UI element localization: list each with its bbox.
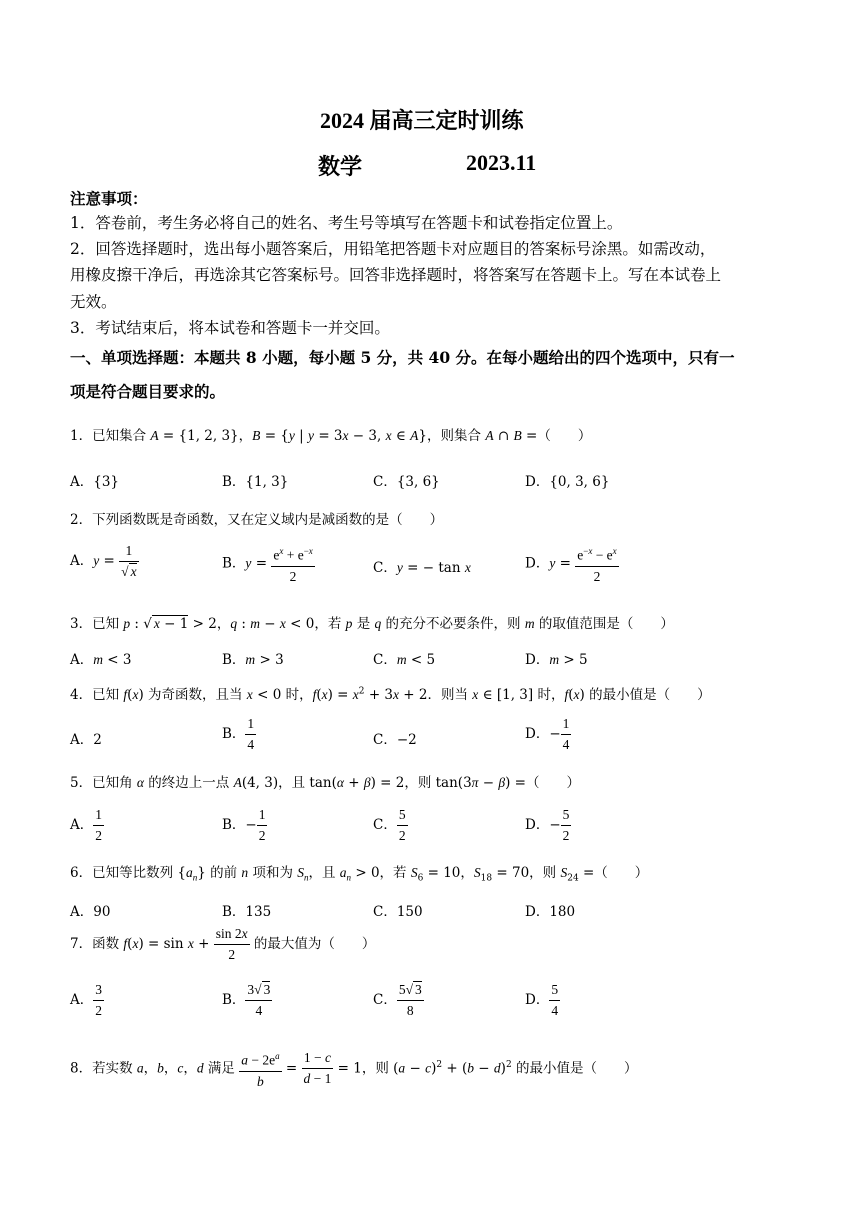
q5-option-b[interactable]: B．− $\frac{1}{2}$ (222, 807, 266, 843)
q3-option-d[interactable]: D．m > 5 (525, 652, 588, 668)
q1-option-b[interactable]: B．{1, 3} (222, 474, 289, 490)
q6-option-d[interactable]: D．180 (525, 904, 576, 920)
section-heading: 一、单项选择题：本题共 8 小题，每小题 5 分，共 40 分。在每小题给出的四个选项中，只有一 (70, 348, 735, 367)
q4-option-c[interactable]: C．−2 (373, 732, 417, 748)
notes-heading: 注意事项： (70, 189, 148, 208)
question-4: 4．已知 f(x) 为奇函数，且当 x < 0 时，$f(x) = x^2 + 3x + 2$．则当 x ∈ [1, 3] 时，f(x) 的最小值是（ ） (70, 686, 711, 703)
exam-title: 2024 届高三定时训练 (320, 108, 524, 133)
q5-option-a[interactable]: A． $\frac{1}{2}$ (70, 807, 102, 843)
note-line: 2．回答选择题时，选出每小题答案后，用铅笔把答题卡对应题目的答案标号涂黑。如需改动， (70, 240, 716, 258)
q6-option-c[interactable]: C．150 (373, 904, 423, 920)
q7-option-d[interactable]: D． $\frac{5}{4}$ (525, 982, 559, 1018)
question-1: 1．已知集合 A = {1, 2, 3}，B = {y | y = 3x − 3, x ∈ A}，则集合 A ∩ B =（ ） (70, 428, 592, 444)
q2-option-a[interactable]: A．y = $\frac{1}{√ x}$ (70, 543, 137, 579)
q7-option-a[interactable]: A． $\frac{3}{2}$ (70, 982, 102, 1018)
note-line: 3．考试结束后，将本试卷和答题卡一并交回。 (70, 319, 390, 337)
q2-option-c[interactable]: C．y = − tan x (373, 560, 471, 576)
q6-option-a[interactable]: A．90 (70, 904, 111, 920)
section-heading-cont: 项是符合题目要求的。 (70, 382, 226, 401)
q1-option-d[interactable]: D．{0, 3, 6} (525, 474, 610, 490)
q7-option-c[interactable]: C． $\frac{5√ 3}{8}$ (373, 982, 422, 1018)
q1-option-a[interactable]: A．{3} (70, 474, 120, 490)
exam-subject: 数学 (318, 154, 363, 179)
question-2: 2．下列函数既是奇函数，又在定义域内是减函数的是（ ） (70, 512, 444, 528)
q4-option-b[interactable]: B． $\frac{1}{4}$ (222, 716, 255, 752)
q7-option-b[interactable]: B． $\frac{3√ 3}{4}$ (222, 982, 271, 1018)
q3-option-a[interactable]: A．m < 3 (70, 652, 132, 668)
q6-option-b[interactable]: B．135 (222, 904, 272, 920)
question-6: 6．已知等比数列 $\{a_n\}$ 的前 n 项和为 $S_n$，且 $a_n > 0$，若 $S_6 = 10$，$S_{18} = 70$，则 $S_{24}$ =（ ） (70, 865, 649, 884)
q5-option-d[interactable]: D．− $\frac{5}{2}$ (525, 807, 570, 843)
question-8: 8．若实数 a，b，c，d 满足 $\frac{a - 2e^a}{b}$ = $\frac{1 - c}{d - 1}$ = 1，则 $(a - c)^2 + (b - d)^2$ 的最小值是（ ） (70, 1046, 637, 1092)
exam-date: 2023.11 (466, 150, 537, 175)
q3-option-c[interactable]: C．m < 5 (373, 652, 436, 668)
question-7: 7．函数 f(x) = sin x + $\frac{\sin 2x}{2}$ 的最大值为（ ） (70, 926, 376, 962)
note-line: 无效。 (70, 293, 117, 311)
question-5: 5．已知角 α 的终边上一点 A(4, 3)，且 tan(α + β) = 2，则 tan(3π − β) =（ ） (70, 775, 580, 791)
note-line: 用橡皮擦干净后，再选涂其它答案标号。回答非选择题时，将答案写在答题卡上。写在本试卷上 (70, 266, 722, 284)
q5-option-c[interactable]: C． $\frac{5}{2}$ (373, 807, 406, 843)
q2-option-d[interactable]: D．y = $\frac{e^{-x} - e^x}{2}$ (525, 541, 619, 587)
q1-option-c[interactable]: C．{3, 6} (373, 474, 440, 490)
q3-option-b[interactable]: B．m > 3 (222, 652, 284, 668)
q4-option-d[interactable]: D．− $\frac{1}{4}$ (525, 716, 570, 752)
q4-option-a[interactable]: A．2 (70, 732, 102, 748)
q2-option-b[interactable]: B．y = $\frac{e^x + e^{-x}}{2}$ (222, 541, 315, 587)
question-3: 3．已知 p : √ x − 1 > 2，q : m − x < 0，若 p 是 q 的充分不必要条件，则 m 的取值范围是（ ） (70, 616, 674, 632)
note-line: 1．答卷前，考生务必将自己的姓名、考生号等填写在答题卡和试卷指定位置上。 (70, 214, 623, 232)
